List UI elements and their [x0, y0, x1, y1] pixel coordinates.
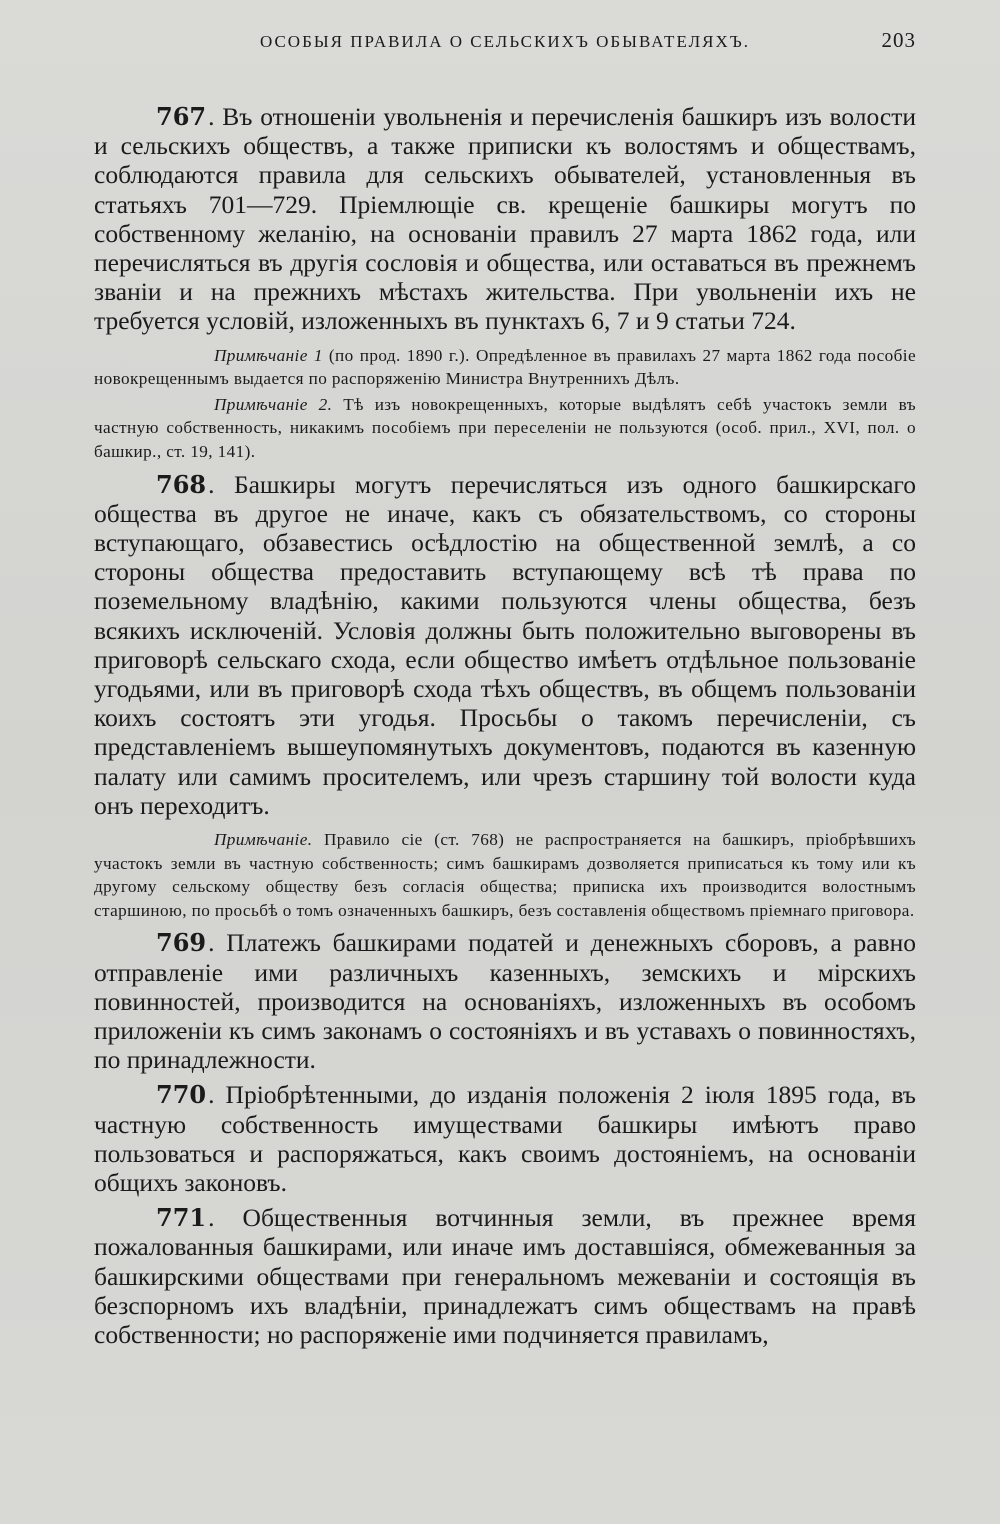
- note-text: Тѣ изъ новокрещенныхъ, которые выдѣлятъ себѣ участокъ земли въ частную собственность, никакимъ пособіемъ при переселеніи не пользуются (особ. прил., XVI, пол. о башкир., ст. 19, 141).: [94, 394, 916, 461]
- article-769: 769. Платежъ башкирами податей и денежныхъ сборовъ, а равно отправленіе ими различныхъ казенныхъ, земскихъ и мірскихъ повинностей, производится на основаніяхъ, изложенныхъ въ особомъ приложеніи къ симъ законамъ о состояніяхъ и въ уставахъ о повинностяхъ, по принадлежности.: [94, 928, 917, 1075]
- article-text: Платежъ башкирами податей и денежныхъ сборовъ, а равно отправленіе ими различныхъ казенныхъ, земскихъ и мірскихъ повинностей, производится на основаніяхъ, изложенныхъ въ особомъ приложеніи къ симъ законамъ о состояніяхъ и въ уставахъ о повинностяхъ, по принадлежности.: [94, 928, 917, 1075]
- running-head-title: ОСОБЫЯ ПРАВИЛА О СЕЛЬСКИХЪ ОБЫВАТЕЛЯХЪ.: [259, 32, 751, 51]
- article-768: 768. Башкиры могутъ перечисляться изъ одного башкирскаго общества въ другое не иначе, какъ съ обязательствомъ, со стороны вступающаго, обзавестись осѣдлостію на общественной землѣ, а со стороны общества предоставить вступающему всѣ тѣ права по поземельному владѣнію, какими пользуются члены общества, безъ всякихъ исключеній. Условія должны быть положительно выговорены въ приговорѣ сельскаго схода, если общество имѣетъ отдѣльное пользованіе угодьями, или въ приговорѣ схода тѣхъ обществъ, въ общемъ пользованіи коихъ состоятъ эти угодья. Просьбы о такомъ перечисленіи, съ представленіемъ вышеупомянутыхъ документовъ, подаются въ казенную палату или самимъ просителемъ, или чрезъ старшину той волости куда онъ переходитъ.: [94, 469, 917, 820]
- note-text: (по прод. 1890 г.). Опредѣленное въ правилахъ 27 марта 1862 года пособіе новокрещеннымъ выдается по распоряженію Министра Внутреннихъ Дѣлъ.: [94, 345, 916, 389]
- note-text: Правило сіе (ст. 768) не распространяется на башкиръ, пріобрѣвшихъ участокъ земли въ частную собственность; симъ башкирамъ дозволяется приписаться къ тому или къ другому сельскому обществу безъ согласія общества; приписка ихъ производится волостнымъ старшиною, по просьбѣ о томъ означенныхъ башкиръ, безъ составленія обществомъ пріемнаго приговора.: [94, 830, 916, 920]
- article-number: 769: [156, 928, 207, 958]
- article-text: Башкиры могутъ перечисляться изъ одного башкирскаго общества въ другое не иначе, какъ съ обязательствомъ, со стороны вступающаго, обзавестись осѣдлостію на общественной землѣ, а со стороны общества предоставить вступающему всѣ тѣ права по поземельному владѣнію, какими пользуются члены общества, безъ всякихъ исключеній. Условія должны быть положительно выговорены въ приговорѣ сельскаго схода, если общество имѣетъ отдѣльное пользованіе угодьями, или въ приговорѣ схода тѣхъ обществъ, въ общемъ пользованіи коихъ состоятъ эти угодья. Просьбы о такомъ перечисленіи, съ представленіемъ вышеупомянутыхъ документовъ, подаются въ казенную палату или самимъ просителемъ, или чрезъ старшину той волости куда онъ переходитъ.: [94, 469, 917, 820]
- note-label: Примѣчаніе.: [214, 830, 313, 850]
- page-number: 203: [881, 28, 916, 52]
- note-1-article-767: [94, 344, 916, 391]
- article-770: 770. Пріобрѣтенными, до изданія положенія 2 іюля 1895 года, въ частную собственность имуществами башкиры имѣютъ право пользоваться и распоряжаться, какъ своимъ достояніемъ, на основаніи общихъ законовъ.: [94, 1080, 916, 1198]
- running-head: [94, 28, 916, 64]
- article-771: 771. Общественныя вотчинныя земли, въ прежнее время пожалованныя башкирами, или иначе имъ доставшіяся, обмежеванныя за башкирскими обществами при генеральномъ межеваніи и состоящія въ безспорномъ ихъ владѣніи, принадлежатъ симъ обществамъ на правѣ собственности; но распоряженіе ими подчиняется правиламъ,: [94, 1203, 917, 1350]
- article-number: 767: [156, 102, 207, 131]
- article-number: 768: [156, 469, 207, 499]
- article-number: 770: [156, 1080, 207, 1110]
- article-number: 771: [156, 1203, 207, 1233]
- note-label: Примѣчаніе 2.: [214, 394, 333, 414]
- article-767: 767. Въ отношеніи увольненія и перечисленія башкиръ изъ волости и сельскихъ обществъ, а также приписки къ волостямъ и обществамъ, соблюдаются правила для сельскихъ обывателей, установленныя въ статьяхъ 701—729. Пріемлющіе св. крещеніе башкиры могутъ по собственному желанію, на основаніи правилъ 27 марта 1862 года, или перечисляться въ другія сословія и общества, или оставаться въ прежнемъ званіи и на прежнихъ мѣстахъ жительства. При увольненіи ихъ не требуется условій, изложенныхъ въ пунктахъ 6, 7 и 9 статьи 724.: [94, 102, 917, 336]
- note-2-article-767: [94, 393, 916, 464]
- note-article-768: [94, 828, 916, 922]
- article-text: Общественныя вотчинныя земли, въ прежнее время пожалованныя башкирами, или иначе имъ доставшіяся, обмежеванныя за башкирскими обществами при генеральномъ межеваніи и состоящія въ безспорномъ ихъ владѣніи, принадлежатъ симъ обществамъ на правѣ собственности; но распоряженіе ими подчиняется правиламъ,: [94, 1203, 917, 1350]
- note-label: Примѣчаніе 1: [214, 345, 323, 365]
- article-text: Пріобрѣтенными, до изданія положенія 2 іюля 1895 года, въ частную собственность имуществами башкиры имѣютъ право пользоваться и распоряжаться, какъ своимъ достояніемъ, на основаніи общихъ законовъ.: [94, 1080, 916, 1198]
- article-text: Въ отношеніи увольненія и перечисленія башкиръ изъ волости и сельскихъ обществъ, а также приписки къ волостямъ и обществамъ, соблюдаются правила для сельскихъ обывателей, установленныя въ статьяхъ 701—729. Пріемлющіе св. крещеніе башкиры могутъ по собственному желанію, на основаніи правилъ 27 марта 1862 года, или перечисляться въ другія сословія и общества, или оставаться въ прежнемъ званіи и на прежнихъ мѣстахъ жительства. При увольненіи ихъ не требуется условій, изложенныхъ въ пунктахъ 6, 7 и 9 статьи 724.: [94, 102, 917, 336]
